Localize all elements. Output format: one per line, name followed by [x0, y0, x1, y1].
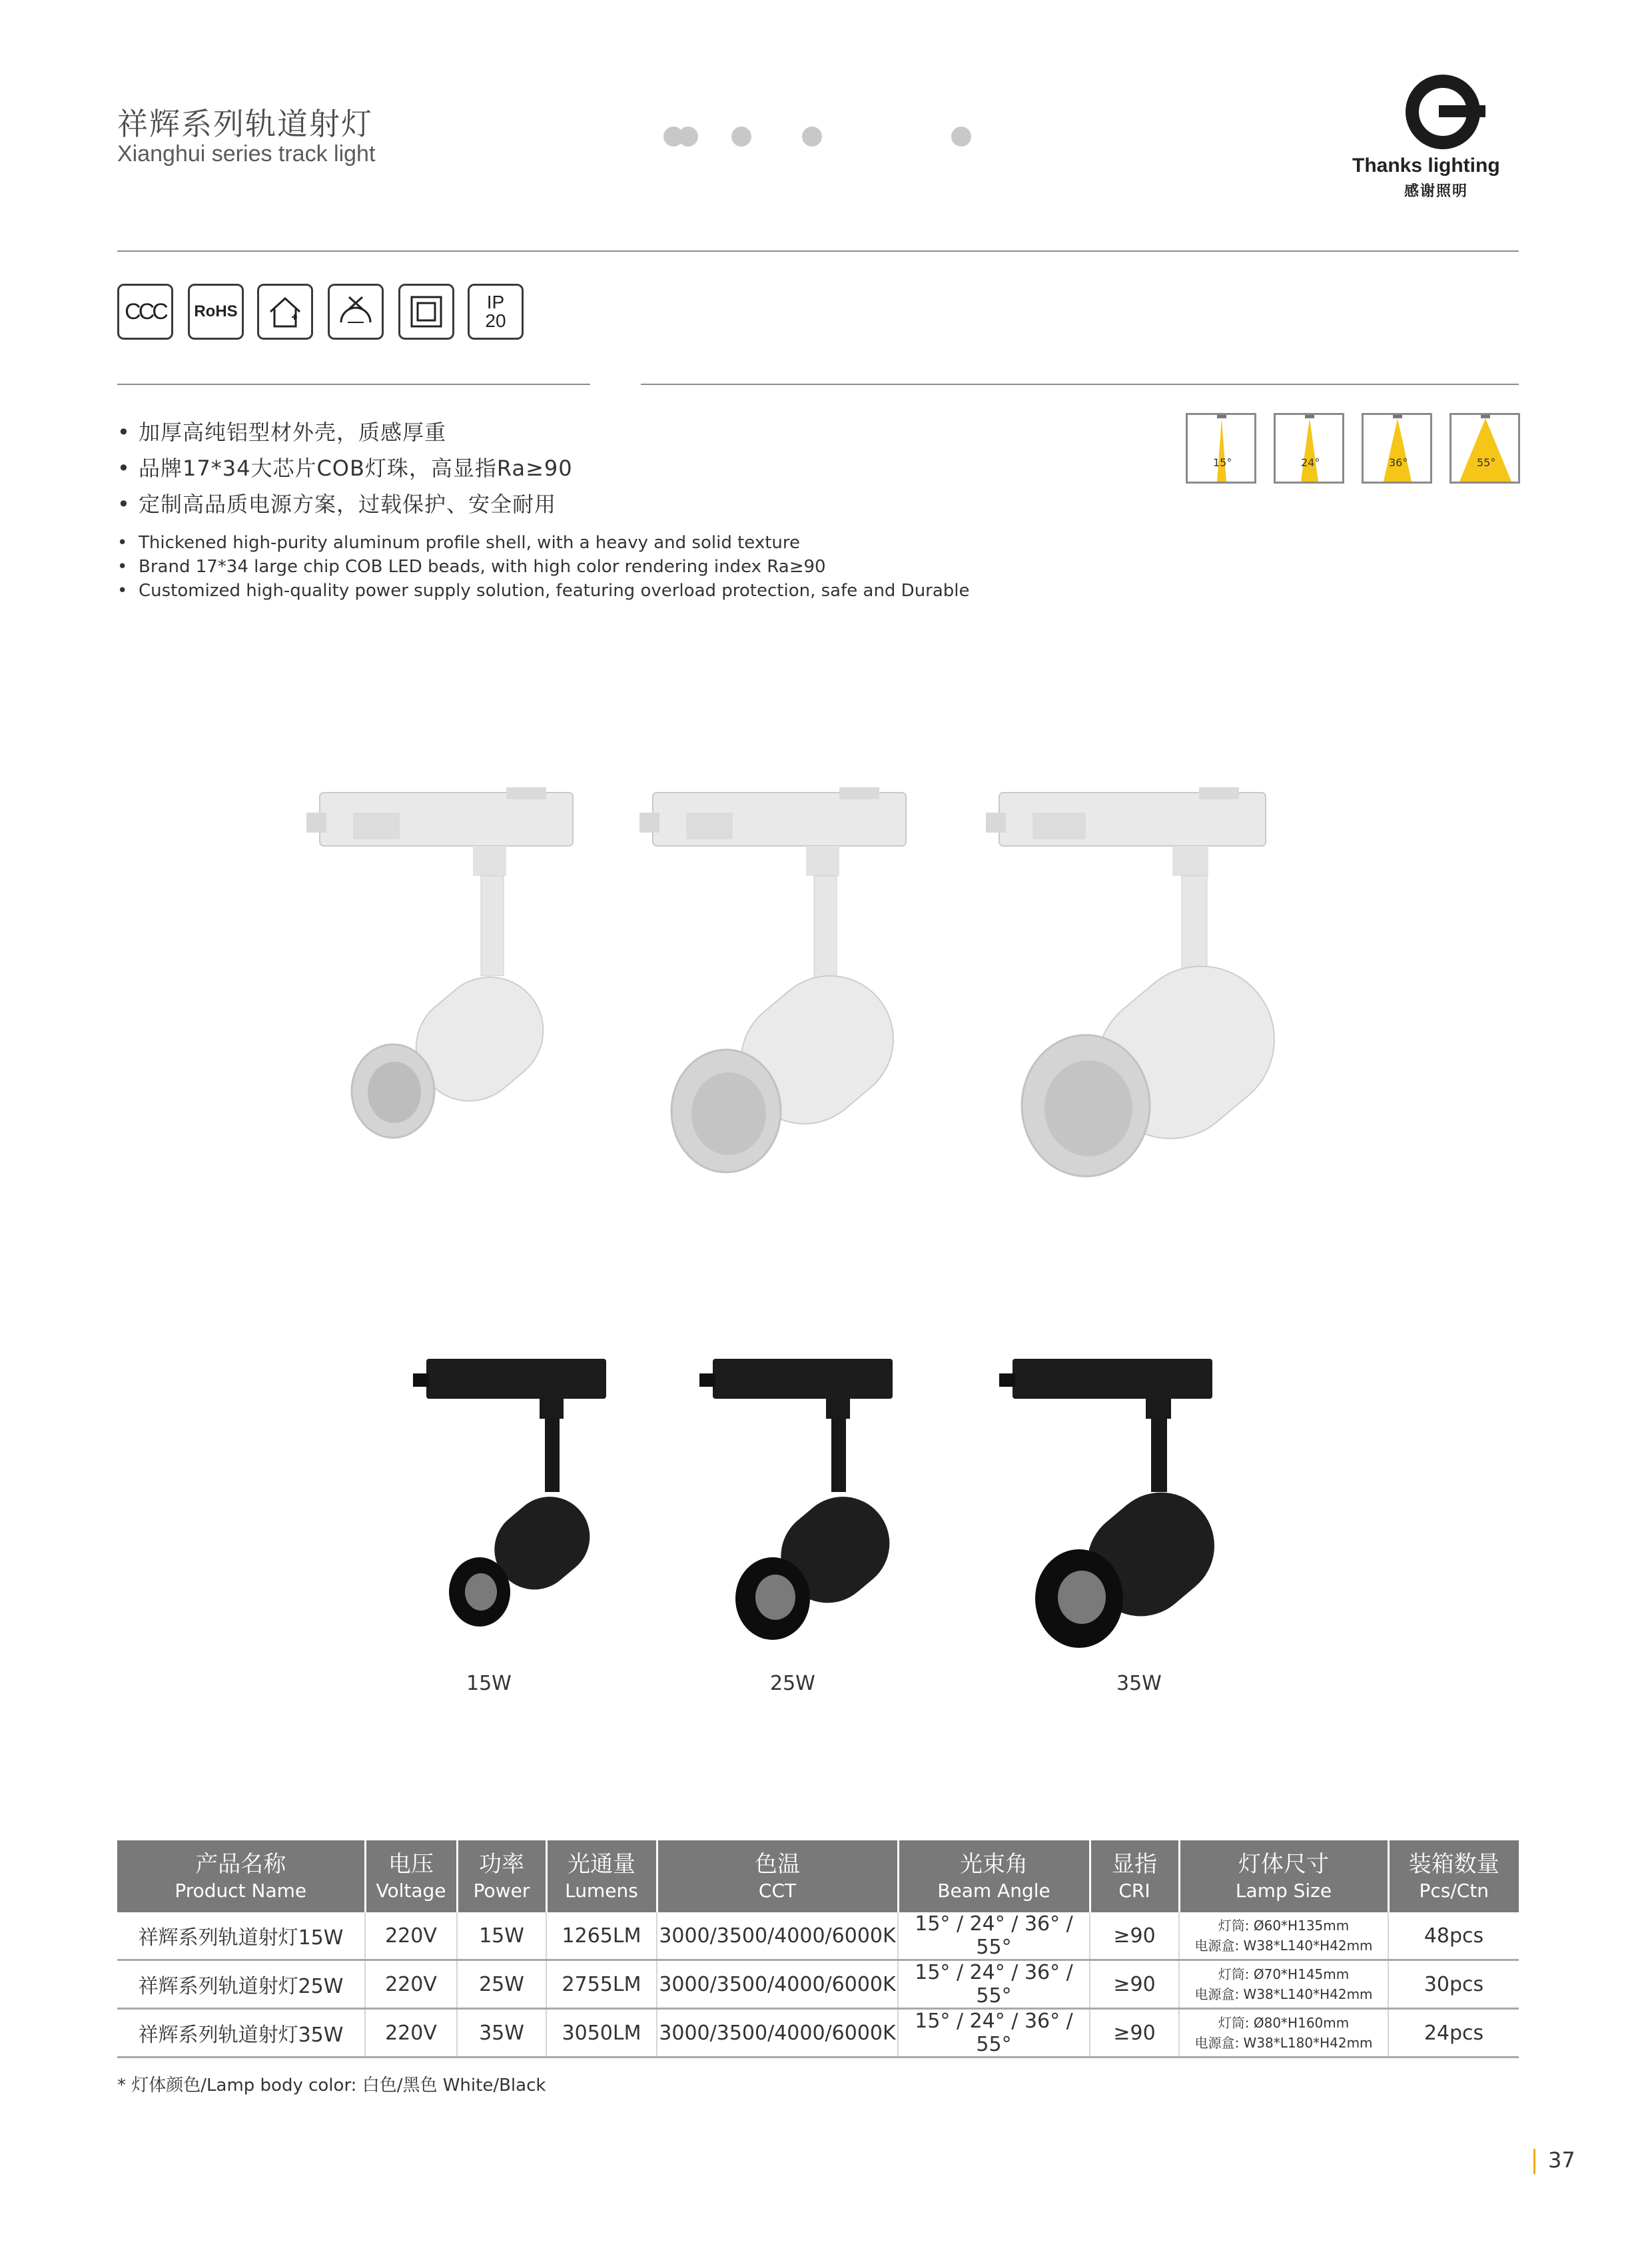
beam-55-icon — [1449, 413, 1520, 484]
lamp-color-note: * 灯体颜色/Lamp body color: 白色/黑色 White/Black — [117, 2075, 546, 2095]
cell-pcs: 30pcs — [1388, 1960, 1519, 2009]
cell-voltage: 220V — [365, 1912, 457, 1960]
no-cover-icon — [328, 284, 384, 340]
page-title-en: Xianghui series track light — [117, 141, 376, 167]
cell-size: 灯筒: Ø80*H160mm 电源盒: W38*L180*H42mm — [1179, 2009, 1388, 2057]
col-header: 光通量 Lumens — [546, 1840, 657, 1912]
cell-power: 15W — [457, 1912, 546, 1960]
cell-name: 祥辉系列轨道射灯35W — [117, 2009, 365, 2057]
feature-cn-item: • 定制高品质电源方案，过载保护、安全耐用 — [117, 492, 557, 517]
beam-24-label: 24° — [1301, 456, 1320, 469]
indoor-use-icon — [257, 284, 313, 340]
cell-size: 灯筒: Ø70*H145mm 电源盒: W38*L140*H42mm — [1179, 1960, 1388, 2009]
rohs-icon — [188, 284, 244, 340]
ccc-icon — [117, 284, 173, 340]
cell-lumens: 1265LM — [546, 1912, 657, 1960]
dot-icon — [678, 127, 698, 147]
cell-beam: 15° / 24° / 36° / 55° — [898, 1912, 1090, 1960]
rohs-label: RoHS — [194, 302, 238, 320]
white-track-light-25w-image — [639, 773, 933, 1212]
class-ii-icon — [398, 284, 454, 340]
dot-icon — [802, 127, 822, 147]
col-header: 产品名称 Product Name — [117, 1840, 365, 1912]
beam-15-icon — [1186, 413, 1256, 484]
product-label-15w: 15W — [466, 1672, 512, 1695]
cell-cct: 3000/3500/4000/6000K — [657, 1960, 898, 2009]
dot-icon — [951, 127, 971, 147]
cell-cri: ≥90 — [1090, 1912, 1179, 1960]
beam-24-icon — [1274, 413, 1344, 484]
table-row — [117, 1912, 1519, 1960]
product-label-25w: 25W — [770, 1672, 815, 1695]
col-header: 功率 Power — [457, 1840, 546, 1912]
cell-cri: ≥90 — [1090, 2009, 1179, 2057]
ip20-icon — [468, 284, 524, 340]
cell-lumens: 2755LM — [546, 1960, 657, 2009]
cell-pcs: 48pcs — [1388, 1912, 1519, 1960]
beam-15-label: 15° — [1213, 456, 1232, 469]
col-header: 灯体尺寸 Lamp Size — [1179, 1840, 1388, 1912]
section-divider-left — [117, 384, 590, 385]
cell-beam: 15° / 24° / 36° / 55° — [898, 1960, 1090, 2009]
ip20-label: IP 20 — [485, 292, 506, 331]
feature-cn-item: • 加厚高纯铝型材外壳，质感厚重 — [117, 420, 447, 445]
ccc-label: CCC — [125, 298, 166, 324]
col-header: 显指 CRI — [1090, 1840, 1179, 1912]
beam-36-icon — [1362, 413, 1432, 484]
white-track-light-35w-image — [973, 773, 1319, 1212]
beam-55-label: 55° — [1477, 456, 1496, 469]
spec-table — [117, 1840, 1519, 2058]
cell-voltage: 220V — [365, 1960, 457, 2009]
black-track-light-35w-image — [999, 1345, 1239, 1665]
col-header: 光束角 Beam Angle — [898, 1840, 1090, 1912]
header-divider — [117, 250, 1519, 252]
cell-pcs: 24pcs — [1388, 2009, 1519, 2057]
feature-en-item: • Thickened high-purity aluminum profile shell, with a heavy and solid texture — [117, 533, 801, 553]
logo-mark-bar — [1439, 105, 1485, 117]
cell-power: 25W — [457, 1960, 546, 2009]
cell-name: 祥辉系列轨道射灯25W — [117, 1960, 365, 2009]
beam-36-label: 36° — [1389, 456, 1408, 469]
page-number: 37 — [1548, 2147, 1575, 2173]
black-track-light-15w-image — [413, 1345, 613, 1639]
logo-text-cn: 感谢照明 — [1404, 183, 1469, 200]
dot-icon — [731, 127, 751, 147]
page-number-marker — [1533, 2149, 1535, 2174]
cell-beam: 15° / 24° / 36° / 55° — [898, 2009, 1090, 2057]
col-header: 装箱数量 Pcs/Ctn — [1388, 1840, 1519, 1912]
col-header: 色温 CCT — [657, 1840, 898, 1912]
feature-en-item: • Customized high-quality power supply solution, featuring overload protection, safe and Durable — [117, 581, 970, 601]
cell-name: 祥辉系列轨道射灯15W — [117, 1912, 365, 1960]
cell-cct: 3000/3500/4000/6000K — [657, 1912, 898, 1960]
cell-cct: 3000/3500/4000/6000K — [657, 2009, 898, 2057]
black-track-light-25w-image — [699, 1345, 913, 1652]
white-track-light-15w-image — [306, 773, 586, 1199]
cell-size: 灯筒: Ø60*H135mm 电源盒: W38*L140*H42mm — [1179, 1912, 1388, 1960]
product-label-35w: 35W — [1116, 1672, 1162, 1695]
logo-text-en: Thanks lighting — [1352, 155, 1500, 177]
cell-power: 35W — [457, 2009, 546, 2057]
table-row — [117, 1960, 1519, 2009]
col-header: 电压 Voltage — [365, 1840, 457, 1912]
table-row — [117, 2009, 1519, 2057]
feature-cn-item: • 品牌17*34大芯片COB灯珠，高显指Ra≥90 — [117, 456, 573, 481]
cell-voltage: 220V — [365, 2009, 457, 2057]
section-divider-right — [641, 384, 1519, 385]
cell-lumens: 3050LM — [546, 2009, 657, 2057]
cell-cri: ≥90 — [1090, 1960, 1179, 2009]
page-title-cn: 祥辉系列轨道射灯 — [117, 106, 373, 142]
feature-en-item: • Brand 17*34 large chip COB LED beads, with high color rendering index Ra≥90 — [117, 557, 826, 577]
table-header-row — [117, 1840, 1519, 1912]
